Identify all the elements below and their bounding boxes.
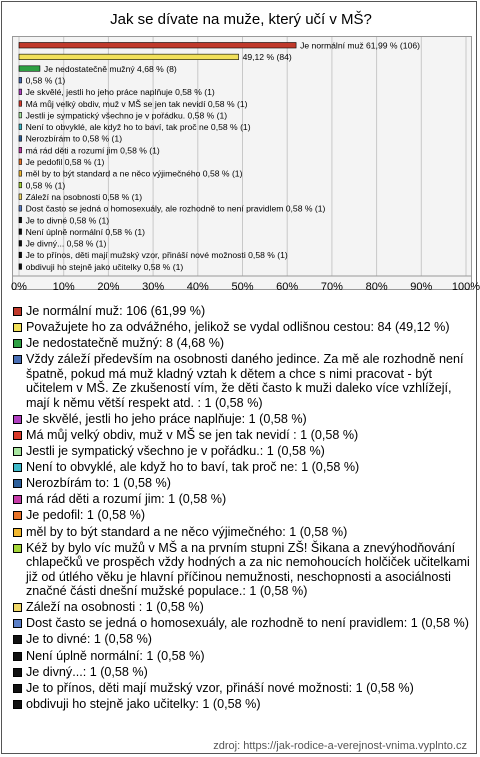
legend-swatch [13,339,22,348]
legend-label: má rád děti a rozumí jim: 1 (0,58 %) [26,492,227,507]
legend-item [12,541,474,599]
legend-item [12,460,474,475]
legend-swatch [13,511,22,520]
legend-label: Je nedostatečně mužný: 8 (4,68 %) [26,336,225,351]
bar-label: Jestli je sympatický všechno je v pořádku. 0,58 % (1) [25,110,228,121]
bar-label: Je nedostatečně mužný 4,68 % (8) [43,63,177,74]
legend-swatch [13,323,22,332]
source-note: zdroj: https://jak-rodice-a-verejnost-vnima.vyplnto.cz [213,740,467,752]
x-tick-label: 70% [320,281,343,293]
legend-swatch [13,603,22,612]
legend-label: Je normální muž: 106 (61,99 %) [26,304,206,318]
legend-swatch [13,431,22,440]
bar-label: 49,12 % (84) [242,52,292,63]
legend-item [12,444,474,459]
bar [19,171,22,177]
x-tick-label: 40% [186,281,209,293]
legend-item [12,665,474,680]
legend-swatch [13,652,22,661]
bar-label: Je to přínos, děti mají mužský vzor, přináší nové možnosti 0,58 % (1) [25,250,288,261]
chart-frame [1,1,480,754]
legend-label: Je to přínos, děti mají mužský vzor, přináší nové možnosti: 1 (0,58 %) [26,680,414,695]
x-tick-label: 90% [410,281,433,293]
legend-item [12,476,474,491]
bar [19,66,40,72]
legend-item [12,412,474,427]
legend-item [12,428,474,443]
legend-swatch [13,528,22,537]
legend-swatch [13,700,22,709]
bar [19,194,22,200]
bar-chart [11,37,480,293]
legend-swatch [13,355,22,364]
bar-label: měl by to být standard a ne něco výjimečného 0,58 % (1) [25,168,243,179]
bar-label: Je skvělé, jestli ho jeho práce naplňuje 0,58 % (1) [25,87,215,98]
legend-swatch [13,415,22,424]
legend-swatch [13,684,22,693]
legend-item [12,649,474,664]
bar [19,159,22,165]
bar [19,182,22,188]
legend-label: obdivuji ho stejně jako učitelky: 1 (0,58 %) [26,696,261,711]
bar [19,252,22,258]
legend-label: Jestli je sympatický všechno je v pořádku.: 1 (0,58 %) [26,444,325,459]
bar [19,229,22,235]
legend-swatch [13,495,22,504]
legend-label: Má můj velký obdiv, muž v MŠ se jen tak nevidí : 1 (0,58 %) [26,427,359,442]
bar-label: Dost často se jedná o homosexuály, ale rozhodně to není pravidlem 0,58 % (1) [25,203,326,214]
bar [19,77,22,83]
bar-label: 0,58 % (1) [25,180,66,191]
legend-label: Je skvělé, jestli ho jeho práce naplňuje: 1 (0,58 %) [26,411,307,426]
bar-label: Záleží na osobnosti 0,58 % (1) [25,191,143,202]
bar [19,101,22,107]
legend-swatch [13,479,22,488]
bar-label: Není úplně normální 0,58 % (1) [25,226,146,237]
legend-swatch [13,668,22,677]
x-tick-label: 0% [11,281,27,293]
legend-item [12,320,474,335]
x-tick-label: 10% [52,281,75,293]
bar-label: Je to divné 0,58 % (1) [25,215,110,226]
x-tick-label: 30% [142,281,165,293]
bar-label: má rád děti a rozumí jim 0,58 % (1) [25,145,160,156]
x-tick-label: 60% [276,281,299,293]
bar [19,112,22,118]
bar-label: obdivuji ho stejně jako učitelky 0,58 % (1) [25,261,184,272]
legend-swatch [13,463,22,472]
bar [19,54,239,60]
bar [19,136,22,142]
bar-label: Nerozbírám to 0,58 % (1) [25,133,123,144]
bar [19,241,22,247]
plot-area [11,36,480,293]
legend-label: Záleží na osobnosti : 1 (0,58 %) [26,600,204,615]
legend-item [12,632,474,647]
bar [19,264,22,270]
x-tick-label: 50% [231,281,254,293]
bar-label: Má můj velký obdiv, muž v MŠ se jen tak nevidí 0,58 % (1) [25,98,248,109]
bar [19,217,22,223]
legend-label: Je to divné: 1 (0,58 %) [26,632,153,647]
legend-item [12,508,474,523]
legend-label: Není úplně normální: 1 (0,58 %) [26,648,205,663]
legend-item [12,304,474,319]
bar-label: Není to obvyklé, ale když ho to baví, tak proč ne 0,58 % (1) [25,122,251,133]
bar-label: Je normální muž 61,99 % (106) [300,40,421,51]
legend-swatch [13,635,22,644]
bar [19,124,22,130]
legend-item [12,525,474,540]
legend-label: měl by to být standard a ne něco výjimečného: 1 (0,58 %) [26,524,348,539]
chart-title: Jak se dívate na muže, který učí v MŠ? [110,11,372,28]
bar [19,43,296,49]
legend-item [12,697,474,712]
x-tick-label: 20% [97,281,120,293]
x-tick-label: 80% [365,281,388,293]
bar [19,206,22,212]
bar-label: 0,58 % (1) [25,75,66,86]
legend-label: Je pedofil: 1 (0,58 %) [26,508,146,523]
legend-label: Považujete ho za odvážného, jelikož se vydal odlišnou cestou: 84 (49,12 %) [26,320,450,335]
legend-swatch [13,544,22,553]
legend-label: Je divný...: 1 (0,58 %) [26,664,148,679]
legend-label: Kéž by bylo víc mužů v MŠ a na prvním stupni ZŠ! Šikana a znevýhodňování chlapečků ve prospěch vždy hodných a za nic nemohoucích holčiček učitelkami již od útlého věku je hlavní příčinou nemužnosti, neschopnosti a asociálnosti značné části dnešní mužské populace.: 1 (0,58 %) [26,540,470,599]
legend-label: Není to obvyklé, ale když ho to baví, tak proč ne: 1 (0,58 %) [26,460,360,475]
x-tick-label: 100% [451,281,480,293]
legend-item [12,492,474,507]
bar [19,147,22,153]
legend-item [12,681,474,696]
legend-swatch [13,619,22,628]
bar-label: Je pedofil 0,58 % (1) [25,157,105,167]
legend-item [12,600,474,615]
legend-item [12,616,474,631]
legend-label: Dost často se jedná o homosexuály, ale rozhodně to není pravidlem: 1 (0,58 %) [26,616,469,631]
bar-label: Je divný... 0,58 % (1) [25,238,107,249]
legend-swatch [13,307,22,316]
bar [19,89,22,95]
legend-label: Nerozbírám to: 1 (0,58 %) [26,476,171,491]
legend-item [12,336,474,351]
legend-swatch [13,447,22,456]
legend [12,304,474,713]
legend-label: Vždy záleží především na osobnosti daného jedince. Za mě ale rozhodně není špatně, pokud má muž kladný vztah k dětem a chce s nimi pracovat - být učitelem v MŠ. Ze zkušeností vím, že děti často k muži daleko více vzhlížejí, mají k němu větší respekt atd. : 1 (0,58 %) [26,352,464,410]
legend-item [12,352,474,410]
